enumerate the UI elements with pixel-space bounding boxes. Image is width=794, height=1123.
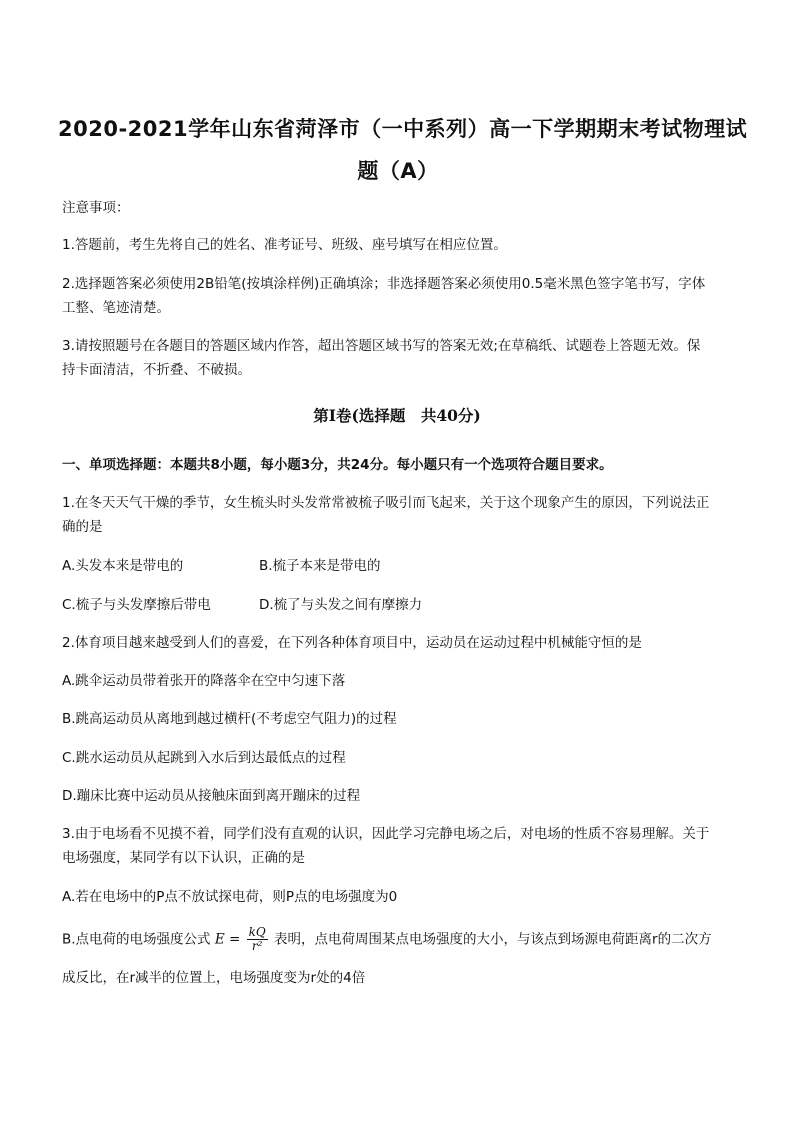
notice-item-1: 1.答题前，考生先将自己的姓名、准考证号、班级、座号填写在相应位置。: [62, 237, 507, 253]
section-instructions: 一、单项选择题：本题共8小题，每小题3分，共24分。每小题只有一个选项符合题目要求。: [62, 457, 613, 473]
q3-option-b-line2: 成反比，在r减半的位置上，电场强度变为r处的4倍: [62, 970, 366, 986]
exam-title-line1: 2020-2021学年山东省菏泽市（一中系列）高一下学期期末考试物理试: [58, 117, 748, 141]
notice-item-3-line1: 3.请按照题号在各题目的答题区域内作答，超出答题区域书写的答案无效;在草稿纸、试题卷上答题无效。保: [62, 338, 701, 354]
notice-item-2-line2: 工整、笔迹清楚。: [62, 300, 170, 316]
formula-denominator: r²: [251, 939, 263, 953]
q1-option-c: C.梳子与头发摩擦后带电: [62, 597, 211, 613]
field-strength-formula-lhs: E =: [214, 931, 241, 948]
q1-stem-line2: 确的是: [62, 519, 103, 535]
q1-stem-line1: 1.在冬天天气干燥的季节，女生梳头时头发常常被梳子吸引而飞起来，关于这个现象产生的原因，下列说法正: [62, 495, 710, 511]
q3-stem-line2: 电场强度，某同学有以下认识，正确的是: [62, 850, 305, 866]
q2-stem: 2.体育项目越来越受到人们的喜爱，在下列各种体育项目中，运动员在运动过程中机械能守恒的是: [62, 635, 642, 651]
q1-option-a: A.头发本来是带电的: [62, 558, 184, 574]
q1-option-b: B.梳子本来是带电的: [259, 558, 381, 574]
section-title: 第Ⅰ卷(选择题 共40分): [313, 406, 481, 425]
q3-option-b-line1: [62, 926, 712, 953]
notice-item-2-line1: 2.选择题答案必须使用2B铅笔(按填涂样例)正确填涂；非选择题答案必须使用0.5毫米黑色签字笔书写，字体: [62, 276, 706, 292]
field-strength-formula-fraction: [247, 926, 268, 953]
q3-option-a: A.若在电场中的P点不放试探电荷，则P点的电场强度为0: [62, 889, 398, 905]
q2-option-d: D.蹦床比赛中运动员从接触床面到离开蹦床的过程: [62, 788, 361, 804]
q2-option-a: A.跳伞运动员带着张开的降落伞在空中匀速下落: [62, 673, 346, 689]
q2-option-c: C.跳水运动员从起跳到入水后到达最低点的过程: [62, 750, 346, 766]
notice-item-3-line2: 持卡面清洁，不折叠、不破损。: [62, 362, 251, 378]
q3-option-b-text: 表明，点电荷周围某点电场强度的大小，与该点到场源电荷距离r的二次方: [274, 931, 712, 948]
notice-heading: 注意事项：: [62, 200, 130, 216]
q3-option-b-prefix: B.点电荷的电场强度公式: [62, 931, 211, 948]
exam-title-line2: 题（A）: [357, 159, 439, 183]
q2-option-b: B.跳高运动员从离地到越过横杆(不考虑空气阻力)的过程: [62, 711, 397, 727]
formula-numerator: kQ: [248, 925, 266, 939]
q3-stem-line1: 3.由于电场看不见摸不着，同学们没有直观的认识，因此学习完静电场之后，对电场的性质不容易理解。关于: [62, 826, 710, 842]
q1-option-d: D.梳了与头发之间有摩擦力: [259, 597, 423, 613]
